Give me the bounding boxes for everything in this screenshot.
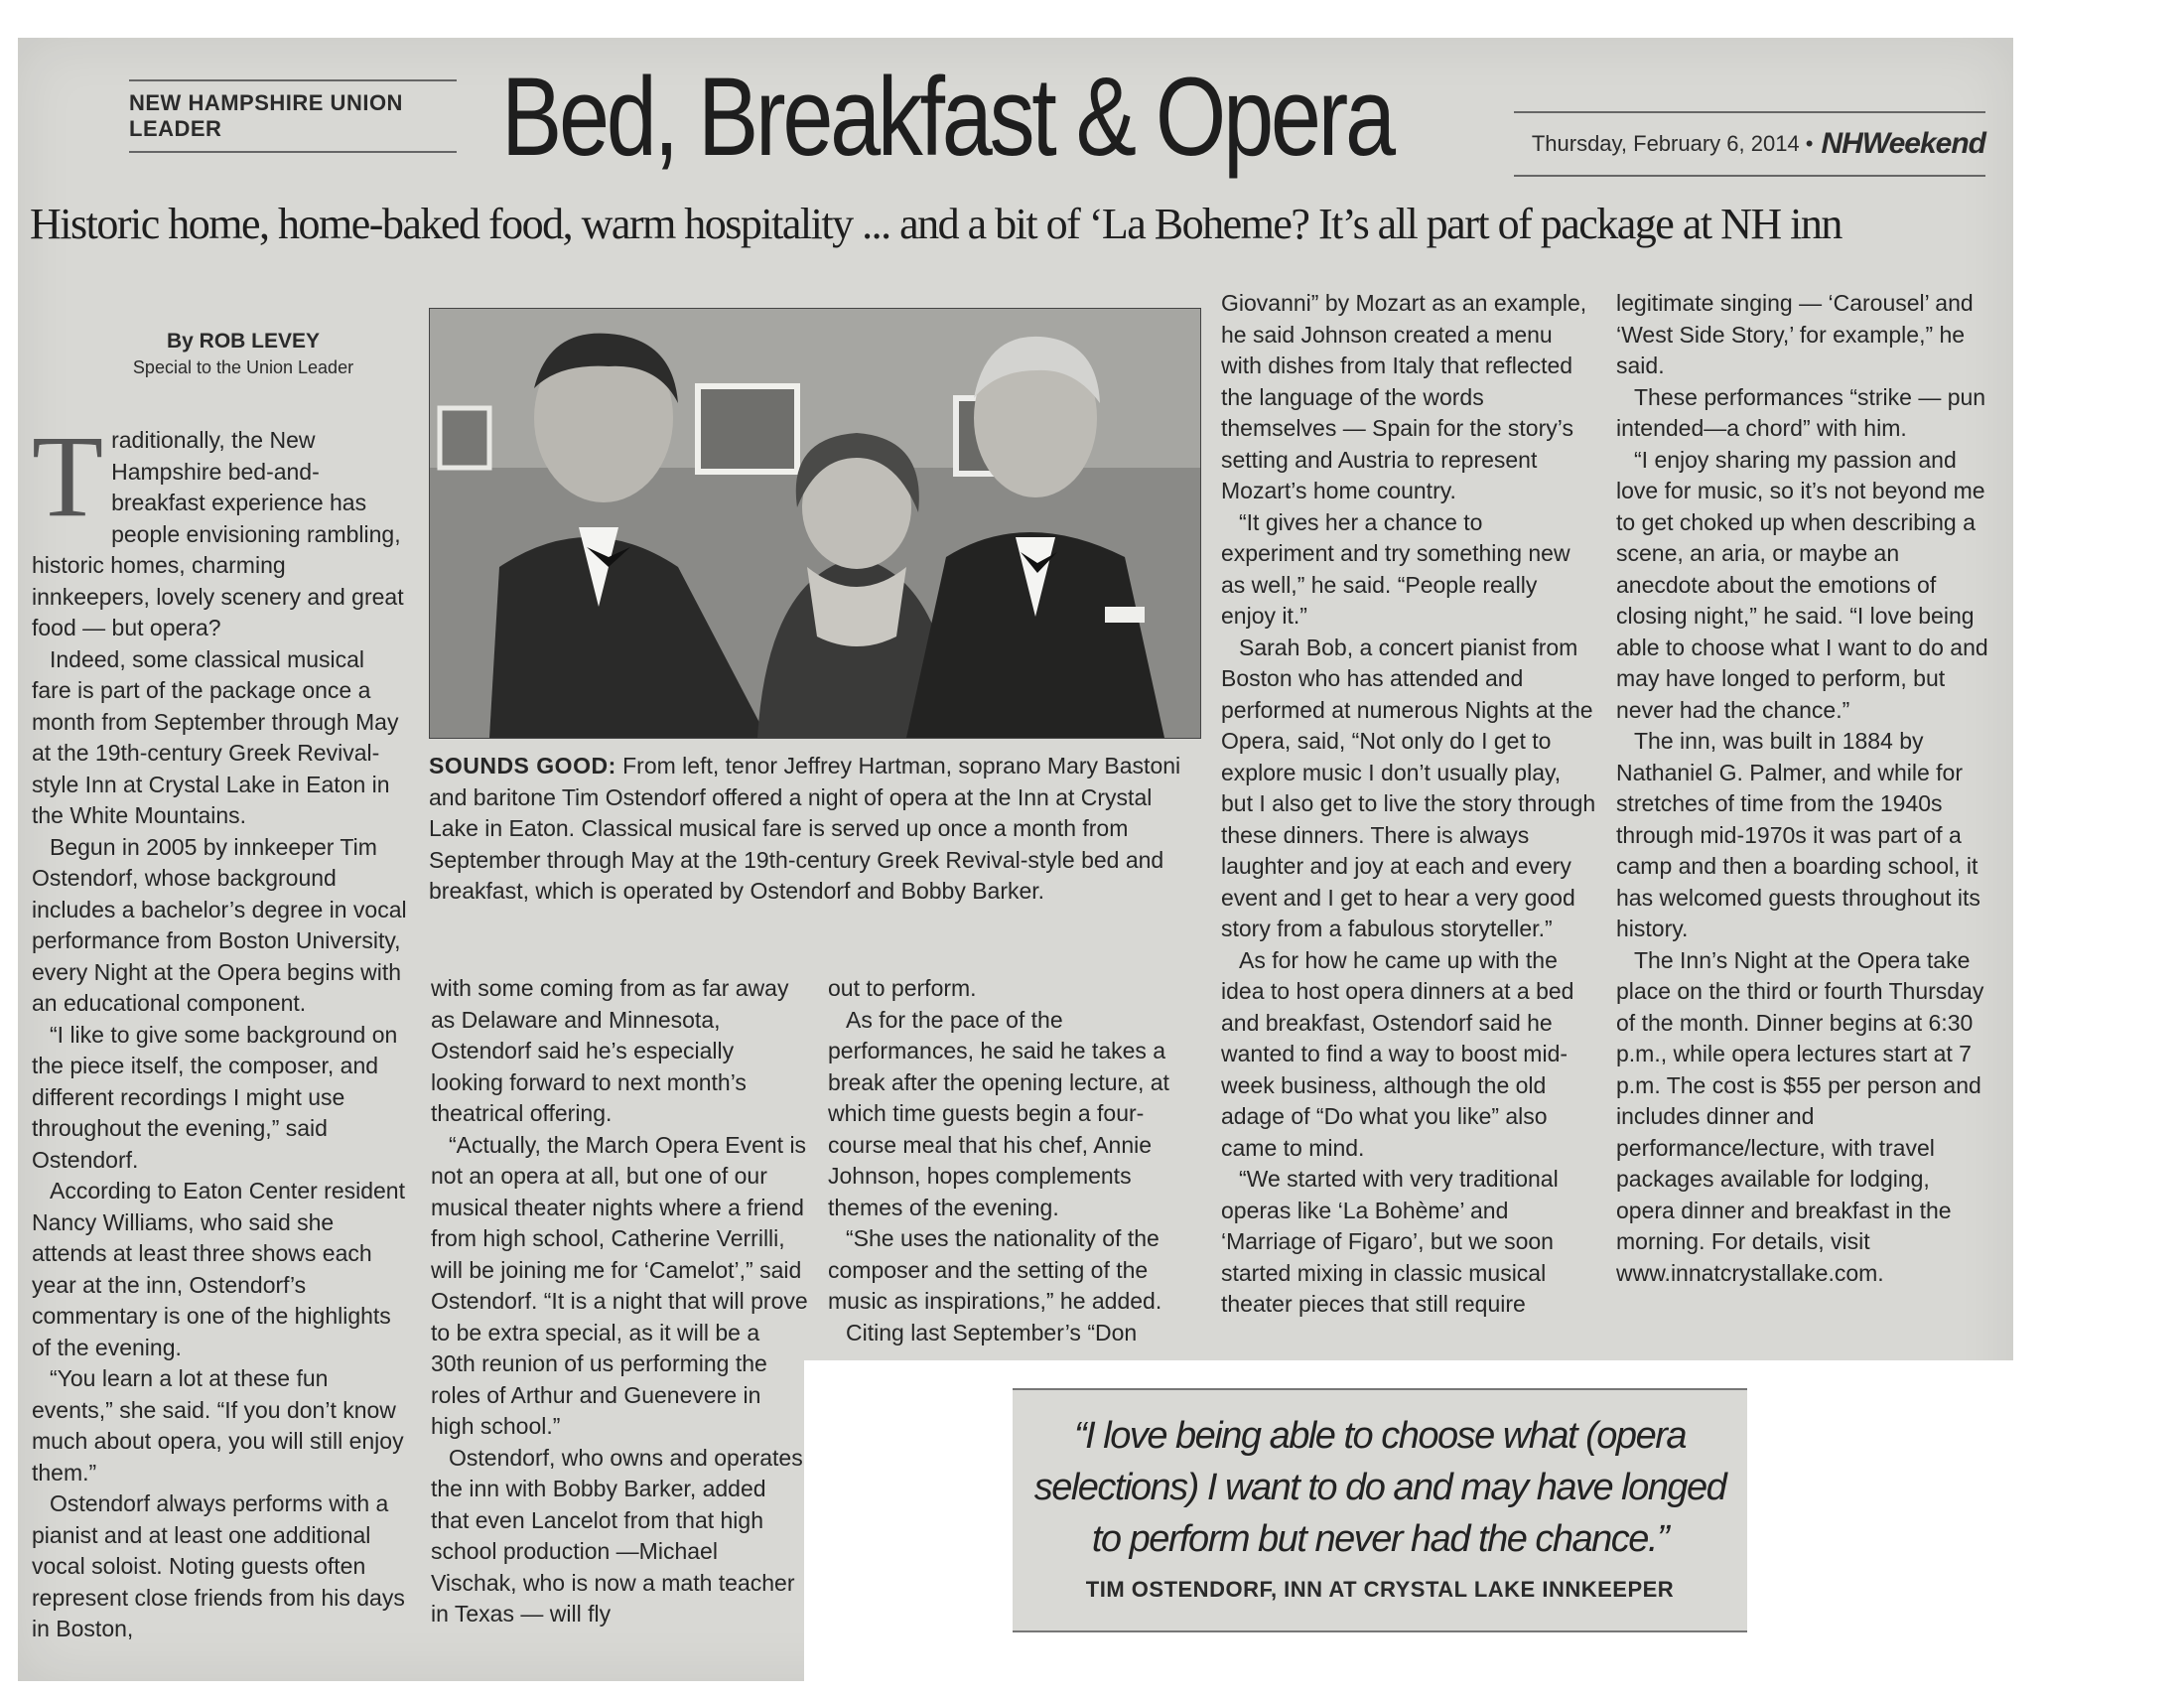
paragraph: As for how he came up with the idea to host opera dinners at a bed and breakfast, Ostendorf said he wanted to find a way to boost mid-week business, although the old adage of “Do what you like” also came to mind. [1221, 946, 1574, 1161]
article-column-4 [1221, 288, 1596, 1356]
photo-illustration [430, 309, 1200, 738]
paragraph: “I enjoy sharing my passion and love for music, so it’s not beyond me to get choked up when describing a scene, an aria, or maybe an anecdote about the emotions of closing night,” he said. “I love being able to choose what I want to do and may have longed to perform, but never had the chance.” [1616, 446, 1988, 723]
paragraph: “I like to give some background on the piece itself, the composer, and different recordings I might use throughout the evening,” said Ostendorf. [32, 1021, 398, 1173]
paragraph: out to perform. [828, 975, 977, 1001]
caption-text: From left, tenor Jeffrey Hartman, soprano Mary Bastoni and baritone Tim Ostendorf offered a night of opera at the Inn at Crystal Lake in Eaton. Classical musical fare is served up once a month from September through May at the 19th-century Greek Revival-style bed and breakfast, which is operated by Ostendorf and Bobby Barker. [429, 753, 1181, 904]
author-name: By ROB LEVEY [166, 330, 321, 353]
paragraph: “Actually, the March Opera Event is not an opera at all, but one of our musical theater nights where a friend from high school, Catherine Verrilli, will be joining me for ‘Camelot’,” said Ostendorf. “It is a night that will prove to be extra special, as it will be a 30th reunion of us performing the roles of Arthur and Guenevere in high school.” [431, 1131, 808, 1439]
paragraph: Begun in 2005 by innkeeper Tim Ostendorf, whose background includes a bachelor’s degree in vocal performance from Boston University, every Night at the Opera begins with an educational component. [32, 833, 407, 1016]
paragraph: Sarah Bob, a concert pianist from Boston who has attended and performed at numerous Nights at the Opera, said, “Not only do I get to explore music I don’t usually play, but I also get to live the story through these dinners. There is always laughter and joy at each and every event and I get to hear a very good story from a fabulous storyteller.” [1221, 634, 1596, 941]
paragraph: “She uses the nationality of the composer and the setting of the music as inspirations,” he added. [828, 1225, 1162, 1314]
section-brand: NHWeekend [1821, 127, 1985, 160]
pull-quote [1013, 1388, 1747, 1632]
article-column-3 [828, 973, 1203, 1360]
paragraph: “It gives her a chance to experiment and try something new as well,” he said. “People really enjoy it.” [1221, 508, 1570, 629]
caption-lead: SOUNDS GOOD: [429, 753, 616, 778]
article-column-2 [431, 973, 808, 1668]
photo-caption [429, 751, 1199, 908]
article-column-5 [1616, 288, 1993, 1356]
paragraph: “You learn a lot at these fun events,” she said. “If you don’t know much about opera, you will still enjoy them.” [32, 1365, 404, 1486]
subheadline: Historic home, home-baked food, warm hospitality ... and a bit of ‘La Boheme? It’s all part of package at NH inn [30, 200, 1842, 248]
article-column-1 [32, 425, 409, 1678]
paragraph: According to Eaton Center resident Nancy Williams, who said she attends at least three shows each year at the inn, Ostendorf’s commentary is one of the highlights of the evening. [32, 1178, 405, 1360]
paragraph: Citing last September’s “Don [846, 1319, 1138, 1345]
paragraph: “We started with very traditional operas like ‘La Bohème’ and ‘Marriage of Figaro’, but we soon started mixing in classic musical theater pieces that still require [1221, 1166, 1559, 1317]
paragraph: Indeed, some classical musical fare is part of the package once a month from September through May at the 19th-century Greek Revival-style Inn at Crystal Lake in Eaton in the White Mountains. [32, 645, 399, 828]
paragraph: Giovanni” by Mozart as an example, he said Johnson created a menu with dishes from Italy that reflected the language of the words themselves — Spain for the story’s setting and Austria to represent Mozart’s home country. [1221, 290, 1587, 503]
pull-quote-text: “I love being able to choose what (opera selections) I want to do and may have longed to perform but never had the chance.” [1033, 1415, 1726, 1560]
paragraph: Traditionally, the New Hampshire bed-and-breakfast experience has people envisioning rambling, historic homes, charming innkeepers, lovely scenery and great food — but opera? [32, 425, 404, 640]
byline [99, 330, 387, 378]
dateline [1514, 111, 1985, 177]
paragraph: These performances “strike — pun intended—a chord” with him. [1616, 383, 1986, 441]
paragraph: As for the pace of the performances, he said he takes a break after the opening lecture, at which time guests begin a four-course meal that his chef, Annie Johnson, hopes complements themes of the evening. [828, 1006, 1169, 1220]
headline: Bed, Breakfast & Opera [501, 55, 1393, 179]
issue-date: Thursday, February 6, 2014 • [1531, 131, 1814, 156]
pull-quote-attribution: TIM OSTENDORF, INN AT CRYSTAL LAKE INNKEEPER [1085, 1577, 1675, 1602]
article-photo [429, 308, 1201, 739]
paragraph: The Inn’s Night at the Opera take place on the third or fourth Thursday of the month. Dinner begins at 6:30 p.m., while opera lectures start at 7 p.m. The cost is $55 per person and includes dinner and performance/lecture, with travel packages available for lodging, opera dinner and breakfast in the morning. For details, visit www.innatcrystallake.com. [1616, 946, 1984, 1286]
paragraph: The inn, was built in 1884 by Nathaniel G. Palmer, and while for stretches of time from the 1940s through mid-1970s it was part of a camp and then a boarding school, it has welcomed guests throughout its history. [1616, 728, 1980, 941]
newspaper-name: NEW HAMPSHIRE UNION LEADER [129, 79, 457, 153]
paragraph: with some coming from as far away as Delaware and Minnesota, Ostendorf said he’s especially looking forward to next month’s theatrical offering. [431, 975, 789, 1126]
drop-cap: T [32, 425, 104, 541]
author-role: Special to the Union Leader [132, 357, 354, 377]
paragraph: Ostendorf always performs with a pianist and at least one additional vocal soloist. Noting guests often represent close friends from his days in Boston, [32, 1490, 405, 1641]
paragraph: legitimate singing — ‘Carousel’ and ‘West Side Story,’ for example,” he said. [1616, 290, 1974, 378]
paragraph: Ostendorf, who owns and operates the inn with Bobby Barker, added that even Lancelot from that high school production —Michael Vischak, who is now a math teacher in Texas — will fly [431, 1444, 803, 1627]
